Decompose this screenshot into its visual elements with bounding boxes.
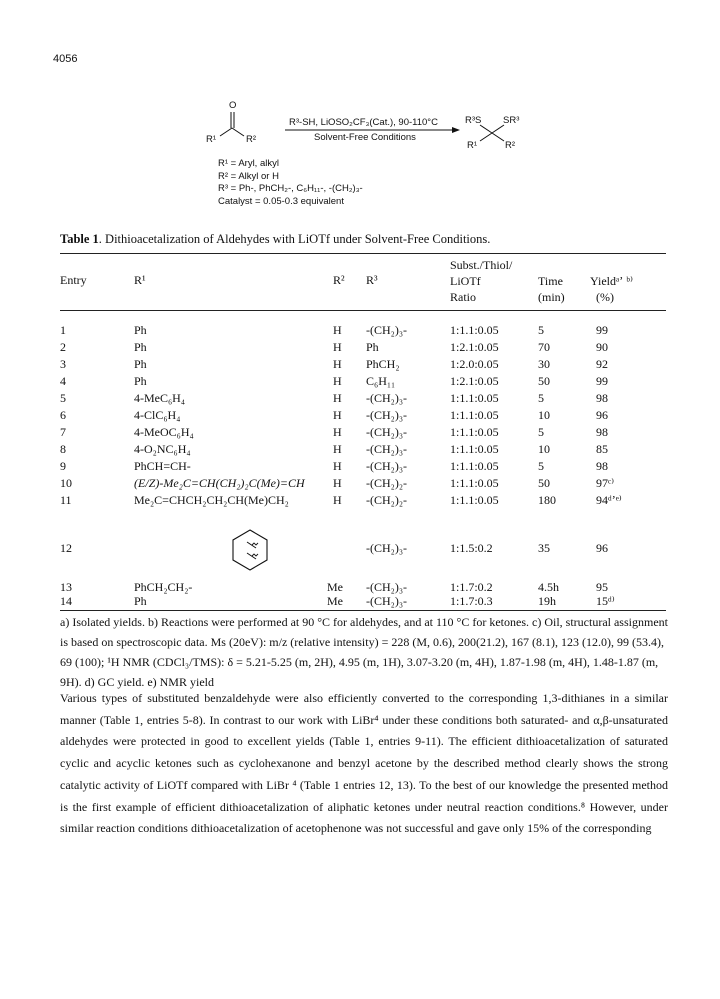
header-r1: R¹	[134, 273, 146, 287]
cell-entry: 13	[60, 580, 72, 594]
cell-entry: 1	[60, 323, 66, 337]
condition-line: R² = Alkyl or H	[218, 170, 279, 182]
cell-time: 35	[538, 541, 550, 555]
cell-entry: 12	[60, 541, 72, 555]
arrow-top-conditions: R³-SH, LiOSO₂CF₃(Cat.), 90-110°C	[289, 117, 438, 128]
header-ratio-line2: LiOTf	[450, 274, 481, 288]
cell-r2: H	[333, 459, 342, 473]
cell-entry: 11	[60, 493, 72, 507]
cell-r3: -(CH₂)₂-	[366, 476, 408, 490]
header-yield-line1: Yieldᵃʼ ᵇ⁾	[590, 274, 633, 288]
product-r3s-label: R³S	[465, 115, 482, 126]
cell-entry: 14	[60, 594, 72, 608]
oxygen-label: O	[229, 100, 237, 111]
table-label: Table 1	[60, 232, 99, 246]
cell-r3: -(CH₂)₃-	[366, 323, 408, 337]
cell-entry: 10	[60, 476, 72, 490]
condition-line: R³ = Ph-, PhCH₂-, C₆H₁₁-, -(CH₂)₃-	[218, 183, 363, 194]
cell-r3: Ph	[366, 340, 379, 354]
bond-r2-carbon-product	[492, 133, 504, 141]
cell-yield: 85	[596, 442, 608, 456]
cell-time: 5	[538, 425, 544, 439]
cell-r3: -(CH₂)₃-	[366, 459, 408, 473]
cyclohexanone-structure	[226, 526, 274, 574]
reaction-arrowhead	[452, 127, 460, 133]
table-caption-text: . Dithioacetalization of Aldehydes with LiOTf under Solvent-Free Conditions.	[98, 232, 491, 246]
cell-time: 4.5h	[538, 580, 559, 594]
cell-yield: 94ᵈʼᵉ⁾	[596, 493, 622, 507]
bond-carbon-r2	[232, 128, 244, 136]
arrow-bottom-conditions: Solvent-Free Conditions	[314, 132, 416, 143]
cell-time: 70	[538, 340, 550, 354]
header-ratio-line3: Ratio	[450, 290, 476, 304]
cell-r2: H	[333, 391, 342, 405]
cell-yield: 98	[596, 425, 608, 439]
cell-yield: 15ᵈ⁾	[596, 594, 615, 608]
cell-r2: H	[333, 323, 342, 337]
cell-r1: (E/Z)-Me₂C=CH(CH₂)₂C(Me)=CH	[134, 476, 305, 490]
cell-r3: -(CH₂)₃-	[366, 442, 408, 456]
cell-r3: -(CH₂)₃-	[366, 425, 408, 439]
header-r3: R³	[366, 273, 378, 287]
cell-ratio: 1:2.1:0.05	[450, 374, 499, 388]
table-top-rule	[60, 253, 666, 254]
cell-yield: 99	[596, 323, 608, 337]
cell-yield: 98	[596, 391, 608, 405]
cell-r1: Ph	[134, 323, 147, 337]
cyclohexane-ring	[233, 530, 267, 570]
cell-ratio: 1:1.1:0.05	[450, 442, 499, 456]
table-bottom-rule	[60, 610, 666, 611]
cell-r2: H	[333, 408, 342, 422]
scheme-conditions	[218, 158, 363, 208]
product-r1-label: R¹	[467, 140, 478, 151]
cell-time: 19h	[538, 594, 556, 608]
product-sr3-label: SR³	[503, 115, 520, 126]
cell-entry: 9	[60, 459, 66, 473]
cell-time: 50	[538, 476, 550, 490]
cell-r3: -(CH₂)₃-	[366, 408, 408, 422]
table-header-rule	[60, 310, 666, 311]
cell-entry: 2	[60, 340, 66, 354]
bond-r1-carbon-product	[480, 133, 492, 141]
cell-yield: 96	[596, 541, 608, 555]
cell-r1: 4-ClC₆H₄	[134, 408, 181, 422]
header-r2: R²	[333, 273, 345, 287]
cell-r1: 4-MeOC₆H₄	[134, 425, 194, 439]
cell-entry: 7	[60, 425, 66, 439]
cell-r3: -(CH₂)₃-	[366, 391, 408, 405]
cell-ratio: 1:1.1:0.05	[450, 493, 499, 507]
cell-r3: PhCH₂	[366, 357, 400, 371]
cell-r2: Me	[327, 594, 343, 608]
product-r2-label: R²	[505, 140, 516, 151]
wavy-bond	[247, 542, 256, 548]
cell-ratio: 1:1.1:0.05	[450, 408, 499, 422]
cell-r1: Ph	[134, 374, 147, 388]
cell-yield: 95	[596, 580, 608, 594]
cell-r1: 4-O₂NC₆H₄	[134, 442, 191, 456]
cell-time: 10	[538, 442, 550, 456]
cell-ratio: 1:1.1:0.05	[450, 323, 499, 337]
reagent-r2-label: R²	[246, 134, 257, 145]
cell-ratio: 1:1.1:0.05	[450, 476, 499, 490]
condition-line: Catalyst = 0.05-0.3 equivalent	[218, 195, 344, 207]
page-number: 4056	[53, 53, 78, 65]
condition-line: R¹ = Aryl, alkyl	[218, 158, 279, 169]
cell-r2: H	[333, 425, 342, 439]
cell-yield: 98	[596, 459, 608, 473]
cell-ratio: 1:2.0:0.05	[450, 357, 499, 371]
table-caption	[60, 232, 490, 247]
cell-r3: C₆H₁₁	[366, 374, 396, 388]
wavy-bond-mark	[252, 554, 258, 556]
cell-entry: 4	[60, 374, 66, 388]
header-time-line2: (min)	[538, 290, 565, 304]
header-ratio-line1: Subst./Thiol/	[450, 258, 513, 272]
cell-r2: H	[333, 340, 342, 354]
cell-r2: H	[333, 476, 342, 490]
cell-time: 5	[538, 323, 544, 337]
cell-time: 10	[538, 408, 550, 422]
header-time-line1: Time	[538, 274, 563, 288]
cell-yield: 90	[596, 340, 608, 354]
cell-yield: 97ᶜ⁾	[596, 476, 615, 490]
cell-ratio: 1:1.5:0.2	[450, 541, 493, 555]
reagent-r1-label: R¹	[206, 134, 217, 145]
header-yield-line2: (%)	[596, 290, 614, 304]
cell-time: 180	[538, 493, 556, 507]
wavy-bond-mark	[252, 543, 258, 545]
cell-ratio: 1:1.7:0.2	[450, 580, 493, 594]
cell-r1: Me₂C=CHCH₂CH₂CH(Me)CH₂	[134, 493, 289, 507]
cell-time: 5	[538, 459, 544, 473]
bond-s-carbon-right	[492, 125, 504, 133]
cell-r1: Ph	[134, 357, 147, 371]
cell-ratio: 1:1.1:0.05	[450, 391, 499, 405]
cell-r3: -(CH₂)₂-	[366, 493, 408, 507]
cell-ratio: 1:1.1:0.05	[450, 425, 499, 439]
bond-r1-carbon	[220, 128, 232, 136]
cell-r1: 4-MeC₆H₄	[134, 391, 186, 405]
cell-entry: 8	[60, 442, 66, 456]
cell-ratio: 1:1.1:0.05	[450, 459, 499, 473]
wavy-bond	[247, 553, 256, 559]
cell-r3: -(CH₂)₃-	[366, 580, 408, 594]
cell-r2: Me	[327, 580, 343, 594]
cell-time: 5	[538, 391, 544, 405]
cell-r1: Ph	[134, 594, 147, 608]
cell-ratio: 1:1.7:0.3	[450, 594, 493, 608]
cell-r1: PhCH₂CH₂-	[134, 580, 193, 594]
cell-r2: H	[333, 374, 342, 388]
cell-r3: -(CH₂)₃-	[366, 541, 408, 555]
table-footnote: a) Isolated yields. b) Reactions were performed at 90 °C for aldehydes, and at 110 °C for ketones. c) Oil, structural assignment is based on spectroscopic data. Ms (20eV): m/z (relative intensity) = 228 (M, 0.6), 200(21.2), 167 (8.1), 123 (12.0), 99 (53.4), 69 (100); ¹H NMR (CDCl₃/TMS): δ = 5.21-5.25 (m, 2H), 4.95 (m, 1H), 3.07-3.20 (m, 4H), 1.87-1.98 (m, 4H), 1.48-1.87 (m, 9H). d) GC yield. e) NMR yield	[60, 615, 668, 689]
cell-r2: H	[333, 442, 342, 456]
cell-ratio: 1:2.1:0.05	[450, 340, 499, 354]
cell-time: 30	[538, 357, 550, 371]
cell-time: 50	[538, 374, 550, 388]
cell-entry: 5	[60, 391, 66, 405]
cell-r3: -(CH₂)₃-	[366, 594, 408, 608]
cell-r1: PhCH=CH-	[134, 459, 191, 473]
header-entry: Entry	[60, 273, 87, 287]
cell-r1: Ph	[134, 340, 147, 354]
cell-r2: H	[333, 493, 342, 507]
cell-entry: 3	[60, 357, 66, 371]
cell-yield: 99	[596, 374, 608, 388]
body-paragraph: Various types of substituted benzaldehyde were also efficiently converted to the corresponding 1,3-dithianes in a similar manner (Table 1, entries 5-8). In contrast to our work with LiBr⁴ under these conditions both saturated- and α,β-unsaturated aldehydes were protected in good to excellent yields (Table 1, entries 9-11). The efficient dithioacetalization of saturated cyclic and acyclic ketones such as cyclohexanone and benzyl acetone by the described method clearly shows the strong catalytic activity of LiOTf compared with LiBr ⁴ (Table 1 entries 12, 13). To the best of our knowledge the presented method is the first example of efficient dithioacetalization of aliphatic ketones under neutral reaction conditions.⁸ However, under similar reaction conditions dithioacetalization of acetophenone was not successful and gave only 15% of the corresponding	[60, 691, 668, 836]
cell-r2: H	[333, 357, 342, 371]
cell-yield: 92	[596, 357, 608, 371]
cell-yield: 96	[596, 408, 608, 422]
bond-s-carbon-left	[480, 125, 492, 133]
reaction-scheme	[0, 0, 720, 230]
cell-entry: 6	[60, 408, 66, 422]
